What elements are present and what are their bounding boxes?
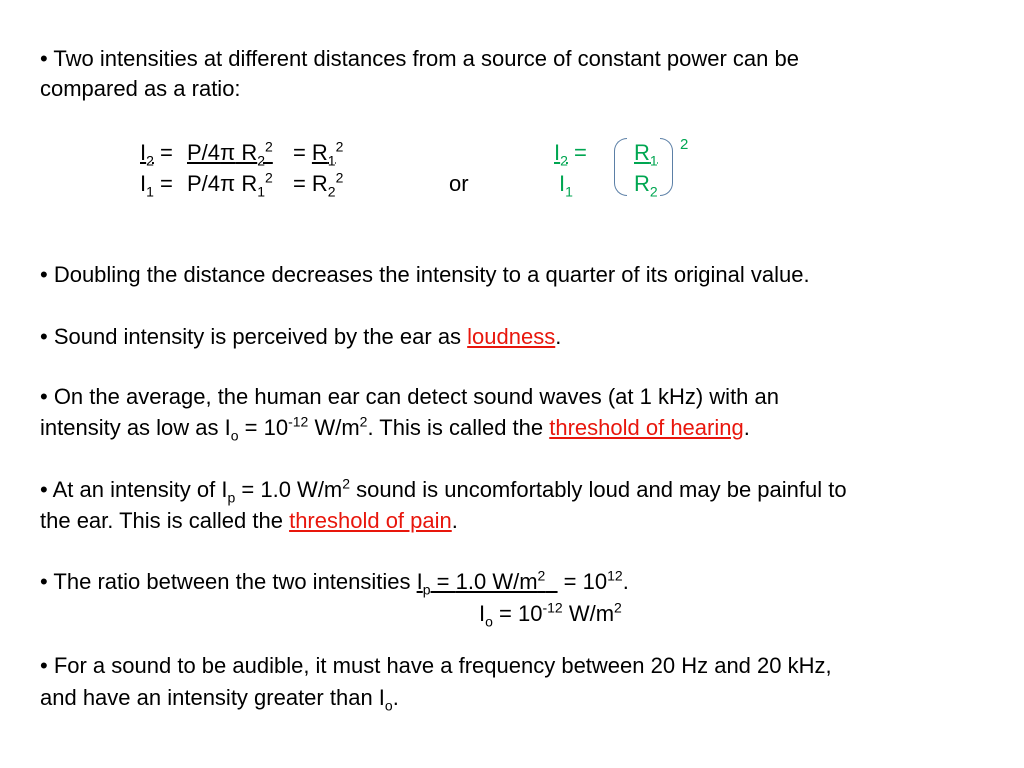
intensity-1: $I_1$ bbox=[140, 171, 154, 200]
bullet: • bbox=[40, 46, 48, 71]
or-text: or bbox=[449, 171, 469, 196]
loudness-line: • Sound intensity is perceived by the ear as loudness. bbox=[40, 324, 562, 349]
power-over-area-2: P/4π $R_2^2$ bbox=[187, 138, 273, 169]
loudness-term: loudness bbox=[467, 324, 556, 349]
intensity-2: $I_2$ bbox=[140, 140, 154, 169]
radius-2-squared-den: $R_2$ bbox=[311, 171, 336, 200]
audible-line-1: • For a sound to be audible, it must have a frequency between 20 Hz and 20 kHz, bbox=[40, 653, 832, 678]
eq2-radius-2: $R_2$ bbox=[634, 171, 658, 200]
right-paren bbox=[660, 138, 673, 196]
doubling-line: • Doubling the distance decreases the intensity to a quarter of its original value. bbox=[40, 262, 810, 287]
ratio-line-2: $I_o = 10^{-12}$ $W/m^2$ bbox=[479, 599, 622, 630]
threshold-of-hearing-term: threshold of hearing bbox=[549, 415, 744, 440]
equation-ratio-row-1: $I_2 = P/4\pi$ $R_2^2 = R_1^2$ bbox=[140, 138, 344, 169]
ratio-line-1: • The ratio between the two intensities $I_p = 1.0$ $W/m^2 = 10^{12}$. bbox=[40, 567, 629, 598]
threshold-of-pain-term: threshold of pain bbox=[289, 508, 452, 533]
pain-line-2: the ear. This is called the threshold of pain. bbox=[40, 508, 458, 533]
audible-line-2: and have an intensity greater than $I_o$. bbox=[40, 685, 399, 714]
radius-1-squared-num: $R_1$ bbox=[311, 140, 336, 169]
eq2-exponent: 2 bbox=[680, 136, 689, 153]
eq2-row-1: $I_2$ = bbox=[554, 140, 587, 169]
intro-line-1: • Two intensities at different distances from a source of constant power can be bbox=[40, 46, 799, 71]
pi-symbol: π bbox=[220, 171, 236, 196]
hearing-line-1: • On the average, the human ear can detect sound waves (at 1 kHz) with an bbox=[40, 384, 779, 409]
intro-line-2: compared as a ratio: bbox=[40, 76, 241, 101]
pain-line-1: • At an intensity of $I_p = 1.0$ $W/m^2$ sound is uncomfortably loud and may be painful to bbox=[40, 475, 847, 506]
eq2-intensity-1: $I_1$ bbox=[559, 171, 573, 200]
hearing-line-2: intensity as low as $I_o = 10^{-12}$ $W/m^2$. This is called the threshold of hearing. bbox=[40, 413, 750, 444]
left-paren bbox=[614, 138, 627, 196]
eq2-radius-1: $R_1$ bbox=[634, 140, 658, 169]
equation-ratio-row-2: $I_1 = P/4\pi$ $R_1^2 = R_2^2$ bbox=[140, 169, 344, 200]
power-over-area-1: P/4π $R_1^2$ bbox=[187, 169, 273, 200]
pi-symbol: π bbox=[220, 140, 236, 165]
